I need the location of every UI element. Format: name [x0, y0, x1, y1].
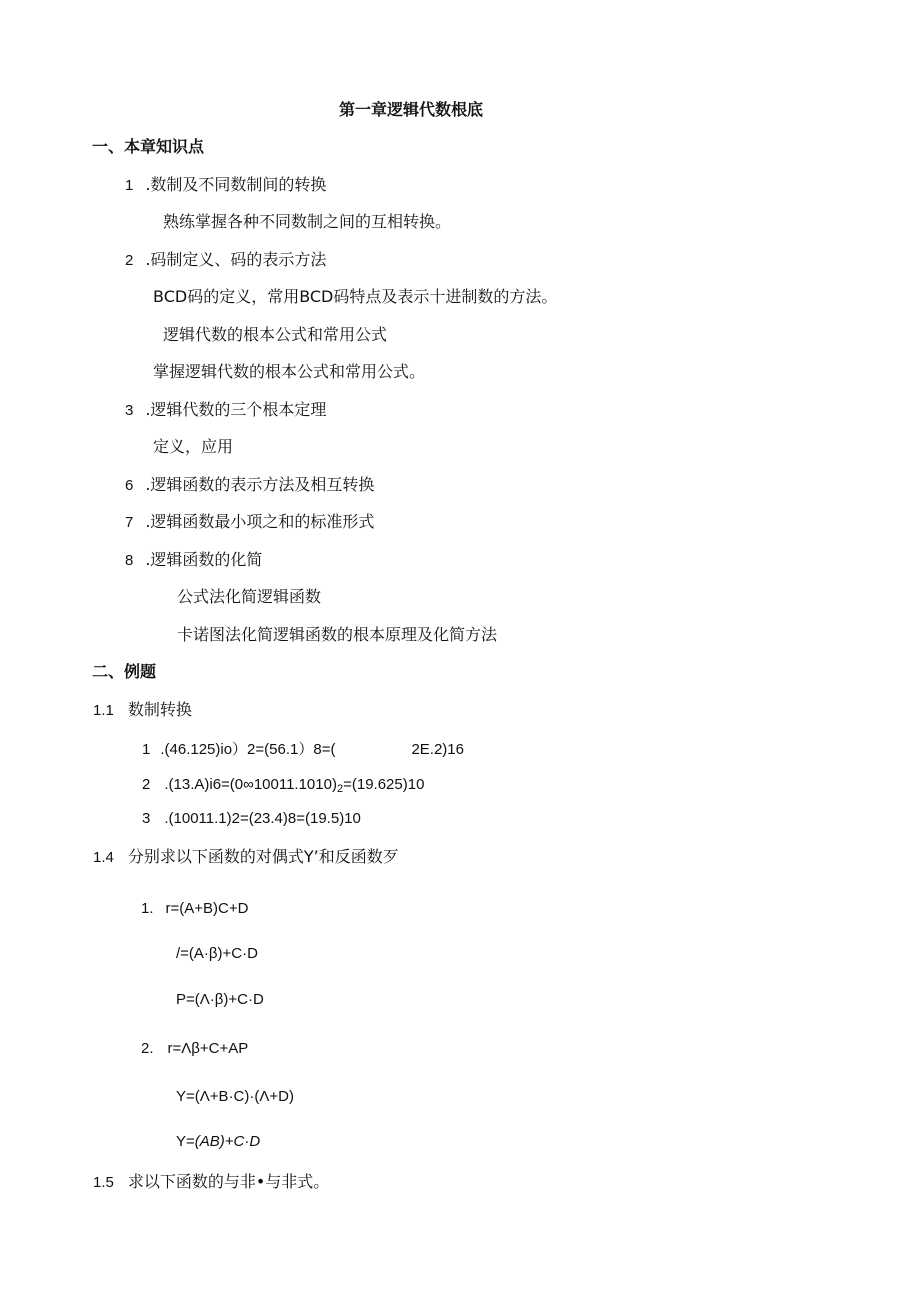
item-text: .码制定义、码的表示方法 — [145, 250, 327, 269]
inverse-expression — [176, 1132, 260, 1152]
example-title: 数制转换 — [127, 700, 192, 719]
example-number: 1.1 — [93, 702, 114, 719]
example-title: 求以下函数的与非•与非式。 — [127, 1172, 330, 1191]
item-text: .逻辑函数的表示方法及相互转换 — [145, 475, 375, 494]
inverse-lhs: Y= — [176, 1133, 195, 1150]
section-heading-knowledge: 一、本章知识点 — [92, 137, 205, 156]
knowledge-item — [125, 175, 326, 196]
knowledge-item — [125, 250, 326, 271]
conversion-line — [142, 775, 424, 799]
subscript: 2 — [336, 783, 344, 795]
conversion-result: 2E.2)16 — [411, 741, 464, 758]
knowledge-detail: 掌握逻辑代数的根本公式和常用公式。 — [153, 362, 426, 381]
conversion-expression: .(46.125)io）2=(56.1）8=( — [160, 741, 336, 758]
knowledge-item — [125, 550, 262, 571]
function-expression — [141, 1039, 248, 1059]
knowledge-detail: 熟练掌握各种不同数制之间的互相转换。 — [163, 212, 452, 231]
item-number: 7 — [125, 514, 134, 531]
inverse-rhs: (AB)+C·D — [194, 1133, 261, 1150]
dual-expression: Y=(Λ+B·C)·(Λ+D) — [176, 1088, 294, 1105]
item-number: 3 — [125, 402, 134, 419]
knowledge-item — [125, 475, 374, 496]
conversion-line — [142, 740, 464, 760]
example-1-1 — [93, 700, 192, 721]
knowledge-item — [125, 400, 326, 421]
example-number: 1.4 — [93, 849, 114, 866]
function-formula: r=Λβ+C+AP — [167, 1040, 249, 1057]
item-text: .逻辑函数最小项之和的标准形式 — [145, 512, 375, 531]
item-number: 1 — [125, 177, 134, 194]
example-title: 分别求以下函数的对偶式Y’和反函数歹 — [127, 847, 399, 866]
conversion-number: 3 — [142, 810, 151, 827]
conversion-expression: .(13.A)i6=(0∞10011.1010) — [164, 776, 337, 793]
knowledge-detail: 公式法化简逻辑函数 — [177, 587, 322, 606]
conversion-number: 1 — [142, 741, 151, 758]
item-number: 6 — [125, 477, 134, 494]
example-1-5 — [93, 1172, 329, 1193]
conversion-line — [142, 809, 361, 829]
function-expression — [141, 899, 248, 919]
example-number: 1.5 — [93, 1174, 114, 1191]
page-title: 第一章逻辑代数根底 — [339, 100, 484, 119]
item-text: .数制及不同数制间的转换 — [145, 175, 327, 194]
function-formula: r=(A+B)C+D — [165, 900, 249, 917]
knowledge-detail: 逻辑代数的根本公式和常用公式 — [163, 325, 388, 344]
conversion-result: =(19.625)10 — [343, 776, 425, 793]
section-heading-examples: 二、例题 — [92, 662, 157, 681]
conversion-expression: .(10011.1)2=(23.4)8=(19.5)10 — [164, 810, 361, 827]
item-text: .逻辑代数的三个根本定理 — [145, 400, 327, 419]
function-number: 2. — [141, 1040, 154, 1057]
conversion-number: 2 — [142, 776, 151, 793]
function-number: 1. — [141, 900, 154, 917]
item-number: 8 — [125, 552, 134, 569]
knowledge-detail: 卡诺图法化简逻辑函数的根本原理及化简方法 — [177, 625, 498, 644]
inverse-expression: P=(Λ·β)+C·D — [176, 991, 264, 1008]
item-number: 2 — [125, 252, 134, 269]
example-1-4 — [93, 847, 399, 868]
knowledge-detail: BCD码的定义，常用BCD码特点及表示十进制数的方法。 — [153, 287, 558, 306]
dual-expression: /=(A·β)+C·D — [176, 945, 258, 962]
knowledge-detail: 定义，应用 — [153, 437, 234, 456]
item-text: .逻辑函数的化简 — [145, 550, 263, 569]
knowledge-item — [125, 512, 374, 533]
